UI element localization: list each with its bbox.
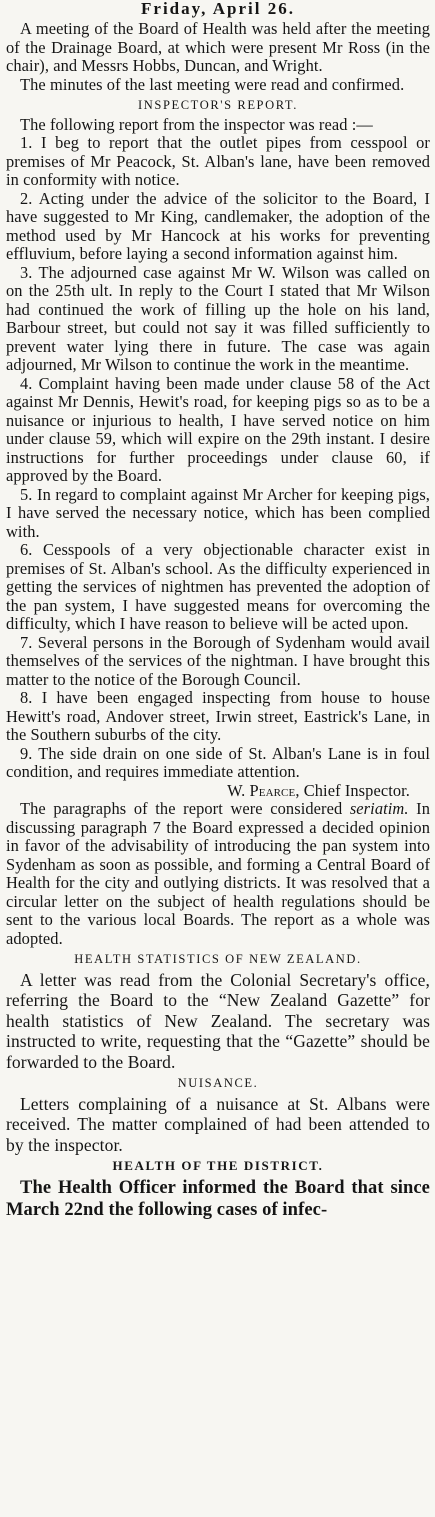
report-item: 1. I beg to report that the outlet pipes from cesspool or premises of Mr Peacock, St. Alban's lane, have been removed in conformity with notice. [6,133,430,189]
section-heading-district-health: HEALTH OF THE DISTRICT. [112,1158,324,1173]
section-heading-statistics: HEALTH STATISTICS OF NEW ZEALAND. [74,952,362,966]
intro-paragraph: A meeting of the Board of Health was held after the meeting of the Drainage Board, at which were present Mr Ross (in the chair), and Messrs Hobbs, Duncan, and Wright. [6,19,430,75]
signature [6,782,430,801]
inspector-intro: The following report from the inspector was read :— [20,114,373,134]
signature-suffix: , Chief Inspector. [295,780,410,800]
discussion-paragraph [6,800,430,948]
section-heading-inspector-report: INSPECTOR'S REPORT. [138,98,298,112]
discussion-text-start: The paragraphs of the report were considered [20,799,350,818]
discussion-text-end: In discussing paragraph 7 the Board expressed a decided opinion in favor of the advisability of introducing the pan system into Sydenham as soon as possible, and forming a Central Board of Health for the city and outlying districts. It was resolved that a circular letter on the subject of health regulations should be sent to the various local Boards. The report as a whole was adopted. [6,799,430,948]
signature-prefix: W. [227,780,250,800]
report-item: 2. Acting under the advice of the solicitor to the Board, I have suggested to Mr King, candlemaker, the adoption of the method used by Mr Hancock at his works for preventing effluvium, before laying a second information against him. [6,188,430,263]
report-item: 3. The adjourned case against Mr W. Wilson was called on on the 25th ult. In reply to the Court I stated that Mr Wilson had continued the work of filling up the hole on his land, Barbour street, but could not say it was filled sufficiently to prevent water lying there in future. The case was again adjourned, Mr Wilson to continue the work in the meantime. [6,262,430,374]
statistics-paragraph: A letter was read from the Colonial Secretary's office, referring the Board to the “New Zealand Gazette” for health statistics of New Zealand. The secretary was instructed to write, requesting that the “Gazette” should be forwarded to the Board. [6,969,430,1072]
report-item: 4. Complaint having been made under clause 58 of the Act against Mr Dennis, Hewit's road, for keeping pigs so as to be a nuisance or injurious to health, I have served notice on him under clause 59, which will expire on the 29th instant. I desire instructions for further proceedings under clause 60, if approved by the Board. [6,373,430,485]
signature-name: Pearce [249,780,296,800]
district-paragraph: The Health Officer informed the Board that since March 22nd the following cases of infec- [6,1177,430,1220]
nuisance-paragraph: Letters complaining of a nuisance at St. Albans were received. The matter complained of had been attended to by the inspector. [6,1093,430,1155]
report-items [6,134,430,782]
intro-paragraph: The minutes of the last meeting were read and confirmed. [20,74,405,94]
dateline: Friday, April 26. [141,0,295,18]
report-item: 8. I have been engaged inspecting from house to house Hewitt's road, Andover street, Irwin street, Eastrick's Lane, in the Southern suburbs of the city. [6,688,430,744]
report-item: 6. Cesspools of a very objectionable character exist in premises of St. Alban's school. As the difficulty experienced in getting the services of nightmen has prevented the adoption of the pan system, I have suggested means for overcoming the difficulty, which I have reason to believe will be acted upon. [6,540,430,633]
report-item: 9. The side drain on one side of St. Alban's Lane is in foul condition, and requires immediate attention. [6,743,430,781]
discussion-italic-word: seriatim. [349,799,409,818]
report-item: 7. Several persons in the Borough of Sydenham would avail themselves of the services of the nightman. I have brought this matter to the notice of the Borough Council. [6,632,430,689]
section-heading-nuisance: NUISANCE. [177,1076,259,1090]
report-item: 5. In regard to complaint against Mr Archer for keeping pigs, I have served the necessary notice, which has been complied with. [6,484,430,541]
